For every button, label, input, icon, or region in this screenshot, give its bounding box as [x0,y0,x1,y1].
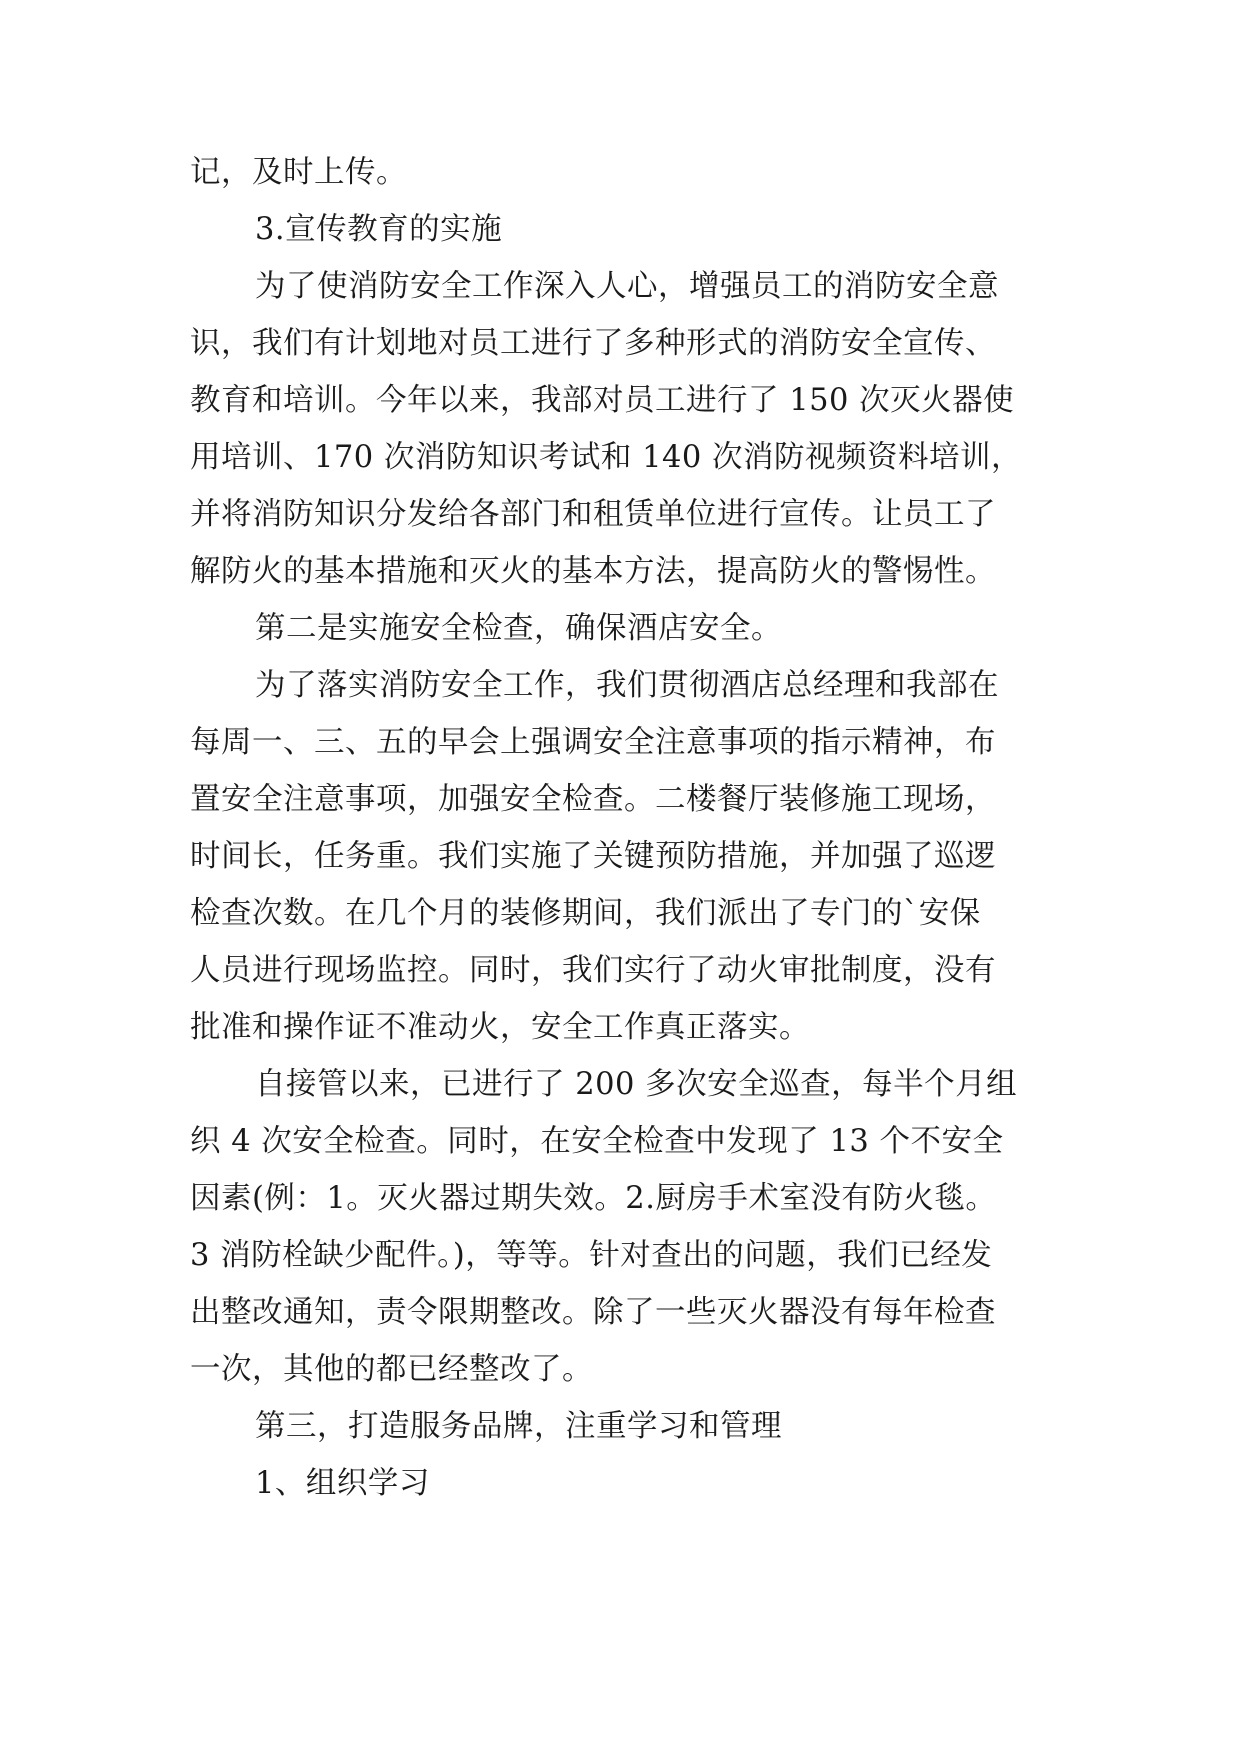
text-line: 并将消防知识分发给各部门和租赁单位进行宣传。让员工了 [190,497,996,532]
section-heading: 第二是实施安全检查，确保酒店安全。 [255,611,782,646]
text-line: 教育和培训。今年以来，我部对员工进行了 150 次灭火器使 [190,383,1015,418]
section-heading: 1、组织学习 [255,1466,430,1501]
text-line: 时间长，任务重。我们实施了关键预防措施，并加强了巡逻 [190,839,996,874]
text-line: 为了使消防安全工作深入人心，增强员工的消防安全意 [255,269,999,304]
section-heading: 3.宣传教育的实施 [255,212,503,247]
text-line: 因素(例：1。灭火器过期失效。2.厨房手术室没有防火毯。 [190,1181,997,1216]
text-line: 识，我们有计划地对员工进行了多种形式的消防安全宣传、 [190,326,996,361]
text-line: 自接管以来，已进行了 200 多次安全巡查，每半个月组 [255,1067,1018,1102]
text-line: 人员进行现场监控。同时，我们实行了动火审批制度，没有 [190,953,996,988]
text-line: 用培训、170 次消防知识考试和 140 次消防视频资料培训， [190,440,1023,475]
text-line: 置安全注意事项，加强安全检查。二楼餐厅装修施工现场， [190,782,996,817]
text-line: 出整改通知，责令限期整改。除了一些灭火器没有每年检查 [190,1295,996,1330]
text-line: 批准和操作证不准动火，安全工作真正落实。 [190,1010,810,1045]
section-heading: 第三，打造服务品牌，注重学习和管理 [255,1409,782,1444]
text-line: 织 4 次安全检查。同时，在安全检查中发现了 13 个不安全 [190,1124,1004,1159]
text-line: 3 消防栓缺少配件。)，等等。针对查出的问题，我们已经发 [190,1238,993,1273]
text-line: 记，及时上传。 [190,155,407,190]
text-line: 检查次数。在几个月的装修期间，我们派出了专门的`安保 [190,896,981,931]
text-line: 每周一、三、五的早会上强调安全注意事项的指示精神，布 [190,725,996,760]
text-line: 一次，其他的都已经整改了。 [190,1352,593,1387]
text-line: 为了落实消防安全工作，我们贯彻酒店总经理和我部在 [255,668,999,703]
text-line: 解防火的基本措施和灭火的基本方法，提高防火的警惕性。 [190,554,996,589]
